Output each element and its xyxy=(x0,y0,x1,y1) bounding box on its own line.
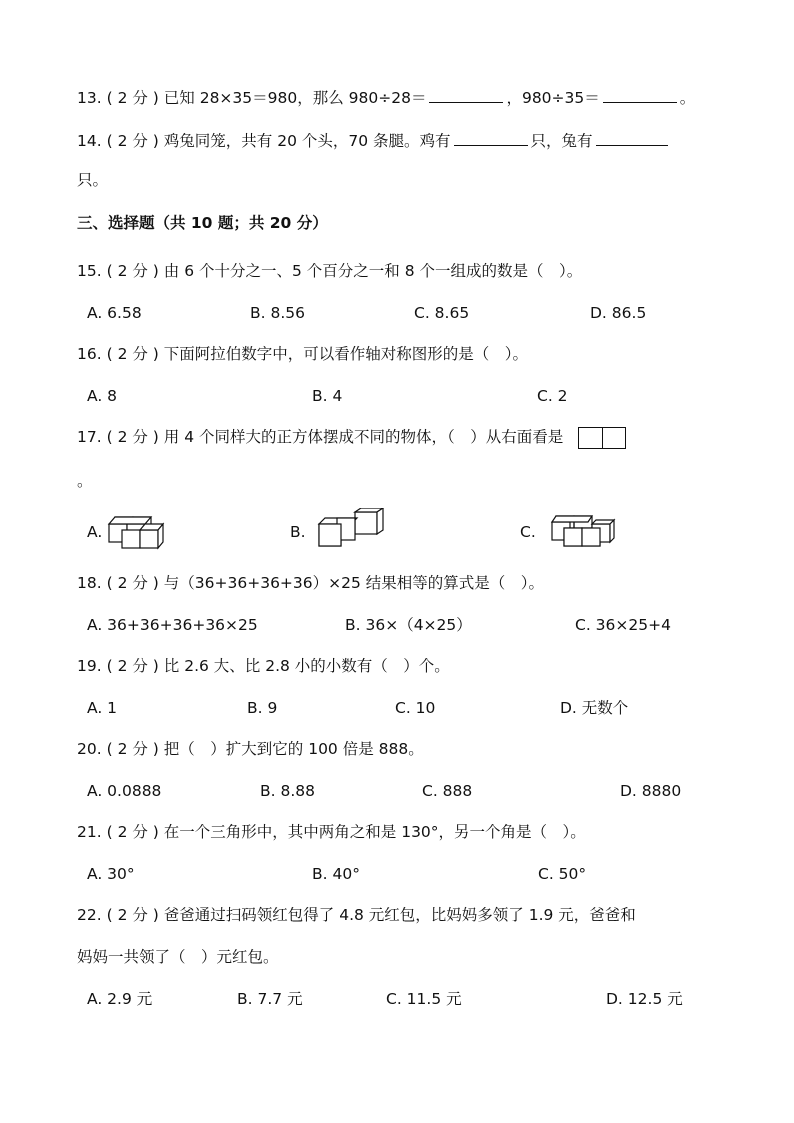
option-a[interactable]: A. 8 xyxy=(87,387,118,405)
question-17 xyxy=(77,426,626,449)
question-score: ( 2 分 ) xyxy=(106,740,159,758)
section-title: 三、选择题（共 10 题；共 20 分） xyxy=(77,214,328,232)
option-a[interactable]: A. 0.0888 xyxy=(87,782,162,800)
question-score: ( 2 分 ) xyxy=(106,823,159,841)
option-b[interactable]: B. 8.88 xyxy=(260,782,315,800)
question-22 xyxy=(77,904,636,926)
question-number: 19. xyxy=(77,657,102,675)
question-number: 17. xyxy=(77,428,102,446)
option-c[interactable]: C. 8.65 xyxy=(414,304,470,322)
option-c[interactable]: C. 50° xyxy=(538,865,587,883)
question-17-cont xyxy=(77,470,93,492)
option-b[interactable]: B. 40° xyxy=(312,865,360,883)
option-c[interactable]: C. 36×25+4 xyxy=(575,616,671,634)
answer-blank[interactable] xyxy=(454,129,528,146)
option-a[interactable]: A. 30° xyxy=(87,865,135,883)
question-text: 只。 xyxy=(77,171,109,189)
question-text: 在一个三角形中，其中两角之和是 130°，另一个角是（ ）。 xyxy=(163,823,586,841)
question-text: 爸爸通过扫码领红包得了 4.8 元红包，比妈妈多领了 1.9 元，爸爸和 xyxy=(163,906,636,924)
question-20 xyxy=(77,738,424,760)
option-c[interactable]: C. 11.5 元 xyxy=(386,990,462,1008)
option-a[interactable]: A. 36+36+36+36×25 xyxy=(87,616,258,634)
option-d[interactable]: D. 无数个 xyxy=(560,699,629,717)
question-number: 18. xyxy=(77,574,102,592)
cube-figure-c[interactable] xyxy=(548,512,616,552)
question-14 xyxy=(77,129,671,152)
option-c[interactable]: C. 888 xyxy=(422,782,473,800)
answer-blank[interactable] xyxy=(596,129,668,146)
question-text: 由 6 个十分之一、5 个百分之一和 8 个一组成的数是（ ）。 xyxy=(163,262,583,280)
question-score: ( 2 分 ) xyxy=(106,574,159,592)
option-c[interactable]: C. 10 xyxy=(395,699,436,717)
question-score: ( 2 分 ) xyxy=(106,89,159,107)
question-score: ( 2 分 ) xyxy=(106,657,159,675)
question-21 xyxy=(77,821,586,843)
question-number: 13. xyxy=(77,89,102,107)
option-a[interactable]: A. 6.58 xyxy=(87,304,142,322)
question-13 xyxy=(77,86,695,109)
question-text: 已知 28×35＝980，那么 980÷28＝ xyxy=(163,89,427,107)
option-b[interactable]: B. 8.56 xyxy=(250,304,305,322)
question-18 xyxy=(77,572,544,594)
question-text: 鸡兔同笼，共有 20 个头，70 条腿。鸡有 xyxy=(163,132,451,150)
question-text: 与（36+36+36+36）×25 结果相等的算式是（ ）。 xyxy=(163,574,545,592)
question-14-cont xyxy=(77,169,108,191)
option-c[interactable]: C. 2 xyxy=(537,387,568,405)
question-text: 比 2.6 大、比 2.8 小的小数有（ ）个。 xyxy=(163,657,450,675)
question-19 xyxy=(77,655,450,677)
option-b[interactable]: B. 7.7 元 xyxy=(237,990,303,1008)
question-text: 用 4 个同样大的正方体摆成不同的物体，（ ）从右面看是 xyxy=(163,428,564,446)
option-a[interactable]: A. 1 xyxy=(87,699,118,717)
option-b[interactable]: B. 4 xyxy=(312,387,343,405)
answer-blank[interactable] xyxy=(429,86,503,103)
option-b[interactable]: B. xyxy=(290,523,306,541)
option-d[interactable]: D. 86.5 xyxy=(590,304,647,322)
option-a[interactable]: A. xyxy=(87,523,103,541)
option-d[interactable]: D. 12.5 元 xyxy=(606,990,683,1008)
question-number: 16. xyxy=(77,345,102,363)
question-16 xyxy=(77,343,528,365)
question-score: ( 2 分 ) xyxy=(106,906,159,924)
question-text: 。 xyxy=(77,472,93,490)
question-text: 。 xyxy=(679,89,696,107)
question-score: ( 2 分 ) xyxy=(106,345,159,363)
question-score: ( 2 分 ) xyxy=(106,428,159,446)
question-number: 14. xyxy=(77,132,102,150)
question-score: ( 2 分 ) xyxy=(106,262,159,280)
question-22-cont xyxy=(77,946,279,968)
answer-blank[interactable] xyxy=(603,86,677,103)
cube-figure-a[interactable] xyxy=(105,512,165,552)
question-number: 15. xyxy=(77,262,102,280)
question-15 xyxy=(77,260,582,282)
cube-figure-b[interactable] xyxy=(315,508,390,552)
question-text: 只，兔有 xyxy=(530,132,593,150)
right-view-figure xyxy=(578,427,626,449)
option-b[interactable]: B. 36×（4×25） xyxy=(345,616,472,634)
question-number: 22. xyxy=(77,906,102,924)
question-text: 下面阿拉伯数字中，可以看作轴对称图形的是（ ）。 xyxy=(163,345,529,363)
option-c[interactable]: C. xyxy=(520,523,536,541)
option-b[interactable]: B. 9 xyxy=(247,699,278,717)
question-number: 21. xyxy=(77,823,102,841)
question-text: 妈妈一共领了（ ）元红包。 xyxy=(77,948,279,966)
option-a[interactable]: A. 2.9 元 xyxy=(87,990,153,1008)
question-number: 20. xyxy=(77,740,102,758)
question-text: ，980÷35＝ xyxy=(506,89,600,107)
question-text: 把（ ）扩大到它的 100 倍是 888。 xyxy=(163,740,424,758)
question-score: ( 2 分 ) xyxy=(106,132,159,150)
option-d[interactable]: D. 8880 xyxy=(620,782,682,800)
